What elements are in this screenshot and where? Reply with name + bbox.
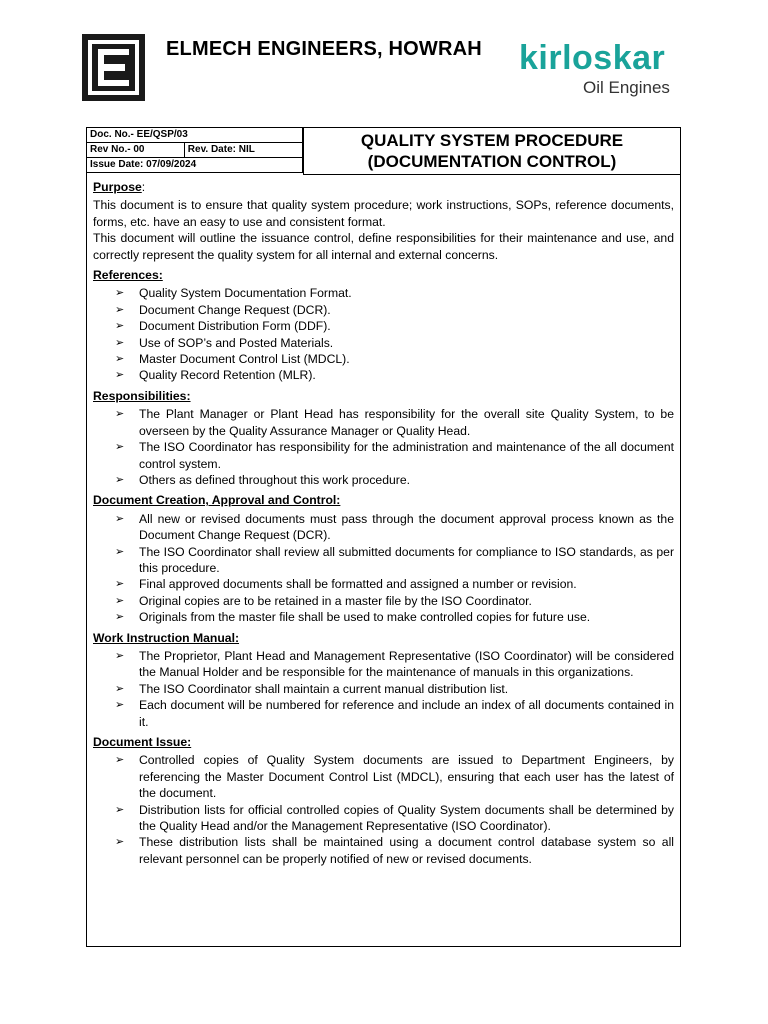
section-heading-references: References: — [93, 268, 163, 283]
purpose-paragraph-1: This document is to ensure that quality system procedure; work instructions, SOPs, reference documents, forms, etc. have an easy to use and consistent format. — [93, 198, 674, 229]
section-heading-responsibilities: Responsibilities: — [93, 388, 191, 403]
doc-number: Doc. No.- EE/QSP/03 — [87, 128, 303, 143]
list-item: ➢ The ISO Coordinator shall review all submitted documents for compliance to ISO standards, as per this procedure. — [115, 544, 674, 577]
purpose-paragraph-2: This document will outline the issuance control, define responsibilities for their maintenance and use, and correctly represent the quality system for all internal and external concerns. — [93, 231, 674, 262]
issue-date: Issue Date: 07/09/2024 — [87, 158, 303, 173]
title-line-1: QUALITY SYSTEM PROCEDURE — [360, 131, 624, 150]
list-item: ➢ Master Document Control List (MDCL). — [115, 351, 674, 367]
list-item: ➢ Document Distribution Form (DDF). — [115, 318, 674, 334]
document-meta-table — [87, 128, 303, 173]
document-issue-list — [93, 752, 674, 867]
section-heading-document-creation: Document Creation, Approval and Control: — [93, 493, 341, 508]
references-list — [93, 285, 674, 383]
brand-subtitle: Oil Engines — [583, 78, 670, 97]
list-item: ➢ Distribution lists for official controlled copies of Quality System documents shall be determined by the Quality Head and/or the Management Representative (ISO Coordinator). — [115, 802, 674, 835]
brand-name: kirloskar — [519, 39, 666, 77]
list-item: ➢ Final approved documents shall be formatted and assigned a number or revision. — [115, 576, 674, 592]
list-item: ➢ Each document will be numbered for reference and include an index of all documents contained in it. — [115, 697, 674, 730]
list-item: ➢ Quality Record Retention (MLR). — [115, 367, 674, 383]
list-item: ➢ All new or revised documents must pass through the document approval process known as the Document Change Request (DCR). — [115, 511, 674, 544]
document-title — [303, 128, 680, 175]
work-instruction-list — [93, 648, 674, 730]
list-item: ➢ Others as defined throughout this work procedure. — [115, 472, 674, 488]
section-heading-document-issue: Document Issue: — [93, 735, 192, 749]
brand-logo — [519, 38, 679, 104]
purpose-heading: Purpose: — [93, 180, 146, 194]
list-item: ➢ The Plant Manager or Plant Head has responsibility for the overall site Quality System, to be overseen by the Quality Assurance Manager or Quality Head. — [115, 406, 674, 439]
list-item: ➢ Use of SOP’s and Posted Materials. — [115, 335, 674, 351]
revision-date: Rev. Date: NIL — [184, 143, 302, 158]
responsibilities-list — [93, 406, 674, 488]
list-item: ➢ Document Change Request (DCR). — [115, 302, 674, 318]
document-body — [93, 179, 674, 867]
list-item: ➢ The ISO Coordinator shall maintain a current manual distribution list. — [115, 681, 674, 697]
document-frame — [86, 127, 681, 947]
list-item: ➢ Controlled copies of Quality System documents are issued to Department Engineers, by referencing the Master Document Control List (MDCL), ensuring that each user has the latest of the document. — [115, 752, 674, 801]
section-heading-work-instruction-manual: Work Instruction Manual: — [93, 630, 240, 645]
document-creation-list — [93, 511, 674, 626]
revision-number: Rev No.- 00 — [87, 143, 184, 158]
list-item: ➢ Original copies are to be retained in a master file by the ISO Coordinator. — [115, 593, 674, 609]
list-item: ➢ Originals from the master file shall be used to make controlled copies for future use. — [115, 609, 674, 625]
list-item: ➢ Quality System Documentation Format. — [115, 285, 674, 301]
title-line-2: (DOCUMENTATION CONTROL) — [367, 152, 617, 171]
company-logo-icon — [82, 34, 145, 101]
list-item: ➢ The Proprietor, Plant Head and Management Representative (ISO Coordinator) will be considered the Manual Holder and be responsible for the maintenance of manuals in this organizations. — [115, 648, 674, 681]
company-name: ELMECH ENGINEERS, HOWRAH — [166, 38, 482, 60]
list-item: ➢ These distribution lists shall be maintained using a document control database system so all relevant personnel can be properly notified of new or revised documents. — [115, 834, 674, 867]
list-item: ➢ The ISO Coordinator has responsibility for the administration and maintenance of the all document control system. — [115, 439, 674, 472]
